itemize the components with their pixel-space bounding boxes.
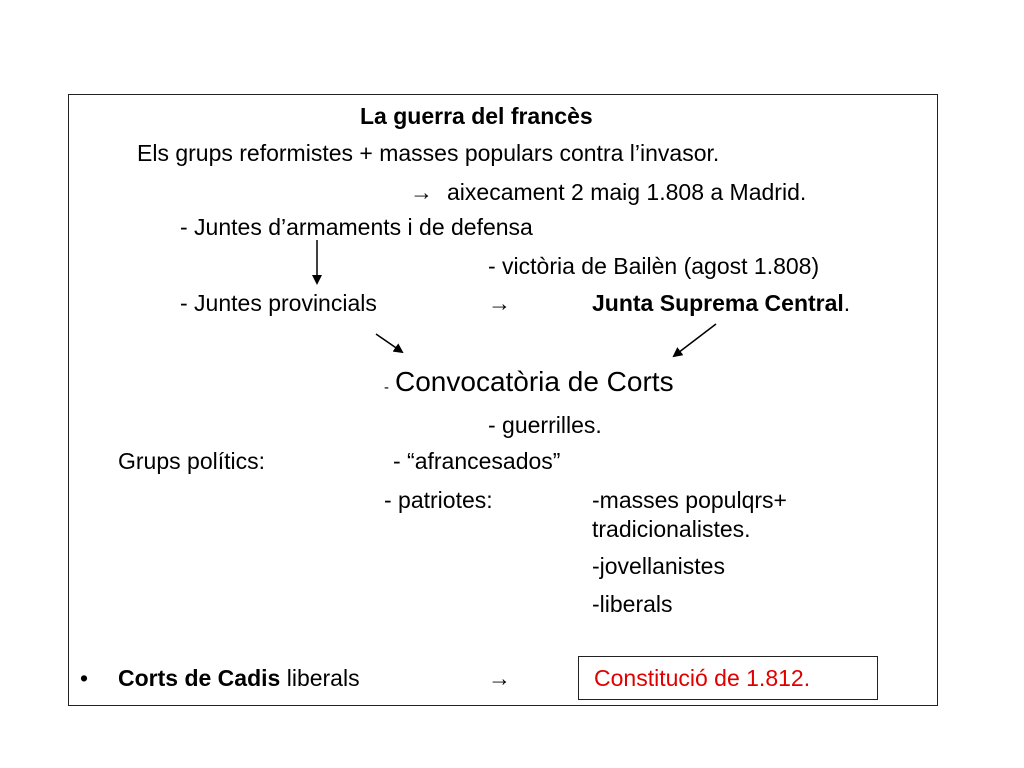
tradicionalistes: tradicionalistes. <box>592 516 751 542</box>
masses-populars: -masses populqrs+ <box>592 487 787 513</box>
bailen-victory: - victòria de Bailèn (agost 1.808) <box>488 253 820 279</box>
afrancesados: - “afrancesados” <box>393 448 561 474</box>
slide-title: La guerra del francès <box>360 103 593 129</box>
junta-suprema-period: . <box>843 290 851 316</box>
patriotes-label: - patriotes: <box>384 487 493 513</box>
junta-suprema-central: Junta Suprema Central <box>592 290 844 316</box>
jovellanistes: -jovellanistes <box>592 553 725 579</box>
juntes-armaments: - Juntes d’armaments i de defensa <box>180 214 533 240</box>
diagonal-arrow-left-icon <box>674 324 716 356</box>
arrow-icon: → <box>488 665 511 691</box>
grups-politics-label: Grups polítics: <box>118 448 265 474</box>
guerrilles: - guerrilles. <box>488 412 602 438</box>
convocatoria-dash: - <box>384 379 389 396</box>
constitucio-1812: Constitució de 1.812. <box>594 665 811 691</box>
diagonal-arrow-right-icon <box>376 334 402 352</box>
arrow-icon: → <box>410 179 433 205</box>
corts-cadis: Corts de Cadis <box>118 665 281 691</box>
liberals-group: -liberals <box>592 591 673 617</box>
arrow-icon: → <box>488 290 511 316</box>
bullet: • <box>80 665 89 691</box>
liberals-word: liberals <box>280 665 360 691</box>
uprising-line: aixecament 2 maig 1.808 a Madrid. <box>447 179 807 205</box>
reformist-groups-line: Els grups reformistes + masses populars contra l’invasor. <box>137 140 720 166</box>
juntes-provincials: - Juntes provincials <box>180 290 377 316</box>
convocatoria-corts: Convocatòria de Corts <box>395 366 674 397</box>
